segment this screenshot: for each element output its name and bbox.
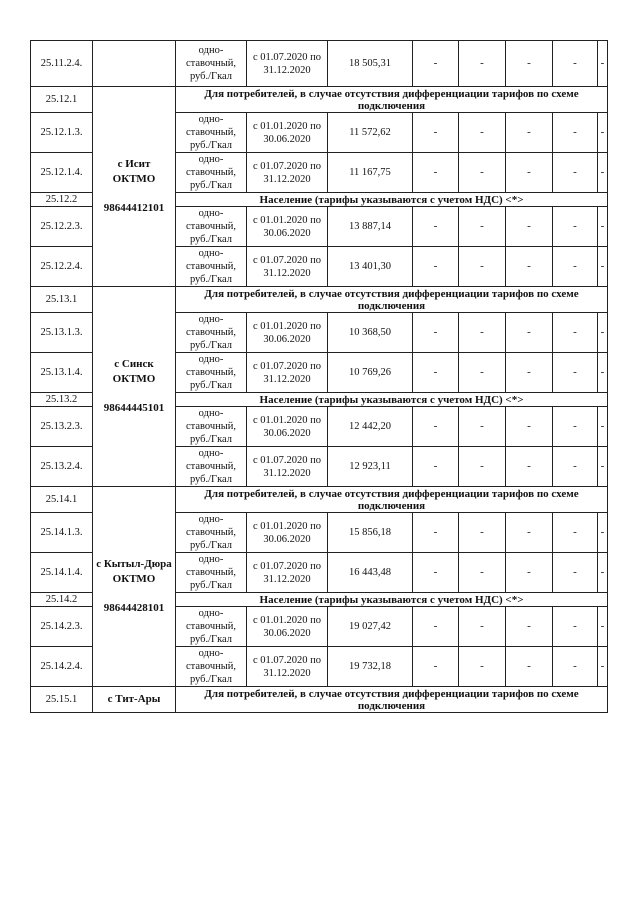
empty-value-cell: - — [506, 207, 553, 247]
settlement-name: с Синск — [114, 358, 154, 370]
tariff-unit-cell: одно-ставочный, руб./Гкал — [176, 207, 247, 247]
empty-value-cell: - — [459, 353, 506, 393]
validity-period-cell: с 01.07.2020 по 31.12.2020 — [247, 447, 328, 487]
oktmo-code: 98644445101 — [103, 402, 165, 414]
row-code-cell: 25.12.2.4. — [31, 247, 93, 287]
settlement-cell — [93, 87, 176, 287]
empty-value-cell: - — [413, 153, 459, 193]
validity-period-cell: с 01.07.2020 по 31.12.2020 — [247, 647, 328, 687]
empty-value-cell: - — [506, 247, 553, 287]
empty-value-cell: - — [413, 113, 459, 153]
empty-value-cell: - — [506, 407, 553, 447]
row-code-cell: 25.13.2.3. — [31, 407, 93, 447]
empty-value-cell: - — [413, 607, 459, 647]
empty-value-cell: - — [598, 647, 608, 687]
tariff-value-cell: 11 572,62 — [328, 113, 413, 153]
tariff-unit-cell: одно-ставочный, руб./Гкал — [176, 153, 247, 193]
tariff-unit-cell: одно-ставочный, руб./Гкал — [176, 113, 247, 153]
tariff-unit-cell: одно-ставочный, руб./Гкал — [176, 407, 247, 447]
empty-value-cell: - — [459, 207, 506, 247]
empty-value-cell: - — [459, 313, 506, 353]
row-code-cell: 25.13.1 — [31, 287, 93, 313]
row-code-cell: 25.12.1.4. — [31, 153, 93, 193]
tariff-value-cell: 10 368,50 — [328, 313, 413, 353]
tariff-value-cell: 16 443,48 — [328, 553, 413, 593]
empty-value-cell: - — [413, 353, 459, 393]
section-heading: Для потребителей, в случае отсутствия дифференциации тарифов по схеме подключения — [176, 87, 608, 113]
empty-value-cell: - — [598, 407, 608, 447]
empty-value-cell: - — [598, 513, 608, 553]
empty-value-cell: - — [506, 607, 553, 647]
empty-value-cell: - — [598, 607, 608, 647]
empty-value-cell: - — [598, 247, 608, 287]
row-code-cell: 25.12.2.3. — [31, 207, 93, 247]
empty-value-cell: - — [598, 113, 608, 153]
settlement-cell — [93, 487, 176, 687]
tariff-unit-cell: одно-ставочный, руб./Гкал — [176, 553, 247, 593]
empty-value-cell: - — [413, 647, 459, 687]
empty-value-cell: - — [553, 647, 598, 687]
section-heading: Для потребителей, в случае отсутствия дифференциации тарифов по схеме подключения — [176, 487, 608, 513]
tariff-value-cell: 13 401,30 — [328, 247, 413, 287]
empty-value-cell: - — [598, 207, 608, 247]
row-code-cell: 25.13.1.4. — [31, 353, 93, 393]
row-code-cell: 25.13.2.4. — [31, 447, 93, 487]
row-code-cell: 25.12.2 — [31, 193, 93, 207]
section-heading: Для потребителей, в случае отсутствия дифференциации тарифов по схеме подключения — [176, 287, 608, 313]
row-code-cell: 25.14.1.3. — [31, 513, 93, 553]
tariff-unit-cell: одно-ставочный, руб./Гкал — [176, 41, 247, 87]
table-section-row — [31, 487, 608, 513]
empty-value-cell: - — [598, 41, 608, 87]
empty-value-cell: - — [553, 353, 598, 393]
settlement-cell — [93, 687, 176, 713]
row-code-cell: 25.11.2.4. — [31, 41, 93, 87]
empty-value-cell: - — [413, 313, 459, 353]
row-code-cell: 25.14.1 — [31, 487, 93, 513]
table-row — [31, 41, 608, 87]
empty-value-cell: - — [459, 607, 506, 647]
empty-value-cell: - — [413, 513, 459, 553]
tariff-value-cell: 13 887,14 — [328, 207, 413, 247]
empty-value-cell: - — [553, 407, 598, 447]
empty-value-cell: - — [553, 607, 598, 647]
settlement-cell — [93, 287, 176, 487]
empty-value-cell: - — [459, 553, 506, 593]
tariff-value-cell: 12 923,11 — [328, 447, 413, 487]
empty-value-cell: - — [506, 353, 553, 393]
row-code-cell: 25.12.1 — [31, 87, 93, 113]
empty-value-cell: - — [553, 553, 598, 593]
section-heading: Население (тарифы указываются с учетом НДС) <*> — [176, 393, 608, 407]
row-code-cell: 25.13.1.3. — [31, 313, 93, 353]
settlement-cell — [93, 41, 176, 87]
empty-value-cell: - — [413, 207, 459, 247]
row-code-cell: 25.12.1.3. — [31, 113, 93, 153]
empty-value-cell: - — [459, 647, 506, 687]
validity-period-cell: с 01.01.2020 по 30.06.2020 — [247, 113, 328, 153]
section-heading: Население (тарифы указываются с учетом НДС) <*> — [176, 193, 608, 207]
tariff-unit-cell: одно-ставочный, руб./Гкал — [176, 607, 247, 647]
empty-value-cell: - — [553, 247, 598, 287]
tariff-table — [30, 40, 608, 713]
tariff-value-cell: 19 732,18 — [328, 647, 413, 687]
empty-value-cell: - — [506, 41, 553, 87]
empty-value-cell: - — [459, 247, 506, 287]
oktmo-code: 98644428101 — [103, 602, 165, 614]
table-section-row — [31, 287, 608, 313]
empty-value-cell: - — [506, 447, 553, 487]
empty-value-cell: - — [459, 41, 506, 87]
settlement-name: с Исит — [117, 158, 151, 170]
empty-value-cell: - — [506, 153, 553, 193]
empty-value-cell: - — [413, 247, 459, 287]
empty-value-cell: - — [506, 513, 553, 553]
empty-value-cell: - — [506, 553, 553, 593]
empty-value-cell: - — [459, 407, 506, 447]
tariff-unit-cell: одно-ставочный, руб./Гкал — [176, 353, 247, 393]
oktmo-label: ОКТМО — [112, 573, 156, 585]
oktmo-label: ОКТМО — [112, 173, 156, 185]
validity-period-cell: с 01.07.2020 по 31.12.2020 — [247, 247, 328, 287]
tariff-value-cell: 19 027,42 — [328, 607, 413, 647]
tariff-unit-cell: одно-ставочный, руб./Гкал — [176, 247, 247, 287]
empty-value-cell: - — [506, 113, 553, 153]
row-code-cell: 25.13.2 — [31, 393, 93, 407]
tariff-unit-cell: одно-ставочный, руб./Гкал — [176, 647, 247, 687]
empty-value-cell: - — [598, 553, 608, 593]
row-code-cell: 25.14.1.4. — [31, 553, 93, 593]
empty-value-cell: - — [413, 407, 459, 447]
validity-period-cell: с 01.07.2020 по 31.12.2020 — [247, 41, 328, 87]
settlement-name: с Кытыл-Дюра — [96, 558, 172, 570]
validity-period-cell: с 01.07.2020 по 31.12.2020 — [247, 353, 328, 393]
empty-value-cell: - — [413, 41, 459, 87]
empty-value-cell: - — [598, 353, 608, 393]
empty-value-cell: - — [413, 553, 459, 593]
validity-period-cell: с 01.01.2020 по 30.06.2020 — [247, 207, 328, 247]
empty-value-cell: - — [598, 447, 608, 487]
oktmo-label: ОКТМО — [112, 373, 156, 385]
tariff-unit-cell: одно-ставочный, руб./Гкал — [176, 513, 247, 553]
validity-period-cell: с 01.07.2020 по 31.12.2020 — [247, 553, 328, 593]
tariff-value-cell: 18 505,31 — [328, 41, 413, 87]
table-section-row — [31, 87, 608, 113]
row-code-cell: 25.14.2 — [31, 593, 93, 607]
validity-period-cell: с 01.01.2020 по 30.06.2020 — [247, 407, 328, 447]
empty-value-cell: - — [506, 313, 553, 353]
empty-value-cell: - — [553, 313, 598, 353]
empty-value-cell: - — [553, 113, 598, 153]
tariff-value-cell: 12 442,20 — [328, 407, 413, 447]
empty-value-cell: - — [598, 153, 608, 193]
tariff-unit-cell: одно-ставочный, руб./Гкал — [176, 447, 247, 487]
empty-value-cell: - — [459, 447, 506, 487]
spacer — [95, 387, 173, 401]
empty-value-cell: - — [459, 513, 506, 553]
spacer — [95, 587, 173, 601]
section-heading: Для потребителей, в случае отсутствия дифференциации тарифов по схеме подключения — [176, 687, 608, 713]
spacer — [95, 187, 173, 201]
tariff-value-cell: 15 856,18 — [328, 513, 413, 553]
empty-value-cell: - — [553, 153, 598, 193]
row-code-cell: 25.15.1 — [31, 687, 93, 713]
oktmo-code: 98644412101 — [103, 202, 165, 214]
empty-value-cell: - — [598, 313, 608, 353]
validity-period-cell: с 01.01.2020 по 30.06.2020 — [247, 513, 328, 553]
empty-value-cell: - — [553, 207, 598, 247]
table-section-row — [31, 687, 608, 713]
empty-value-cell: - — [553, 447, 598, 487]
section-heading: Население (тарифы указываются с учетом НДС) <*> — [176, 593, 608, 607]
tariff-value-cell: 11 167,75 — [328, 153, 413, 193]
validity-period-cell: с 01.01.2020 по 30.06.2020 — [247, 313, 328, 353]
empty-value-cell: - — [459, 153, 506, 193]
validity-period-cell: с 01.01.2020 по 30.06.2020 — [247, 607, 328, 647]
row-code-cell: 25.14.2.3. — [31, 607, 93, 647]
tariff-unit-cell: одно-ставочный, руб./Гкал — [176, 313, 247, 353]
tariff-value-cell: 10 769,26 — [328, 353, 413, 393]
row-code-cell: 25.14.2.4. — [31, 647, 93, 687]
empty-value-cell: - — [459, 113, 506, 153]
empty-value-cell: - — [553, 41, 598, 87]
settlement-name: с Тит-Ары — [107, 693, 161, 705]
empty-value-cell: - — [413, 447, 459, 487]
empty-value-cell: - — [553, 513, 598, 553]
empty-value-cell: - — [506, 647, 553, 687]
validity-period-cell: с 01.07.2020 по 31.12.2020 — [247, 153, 328, 193]
